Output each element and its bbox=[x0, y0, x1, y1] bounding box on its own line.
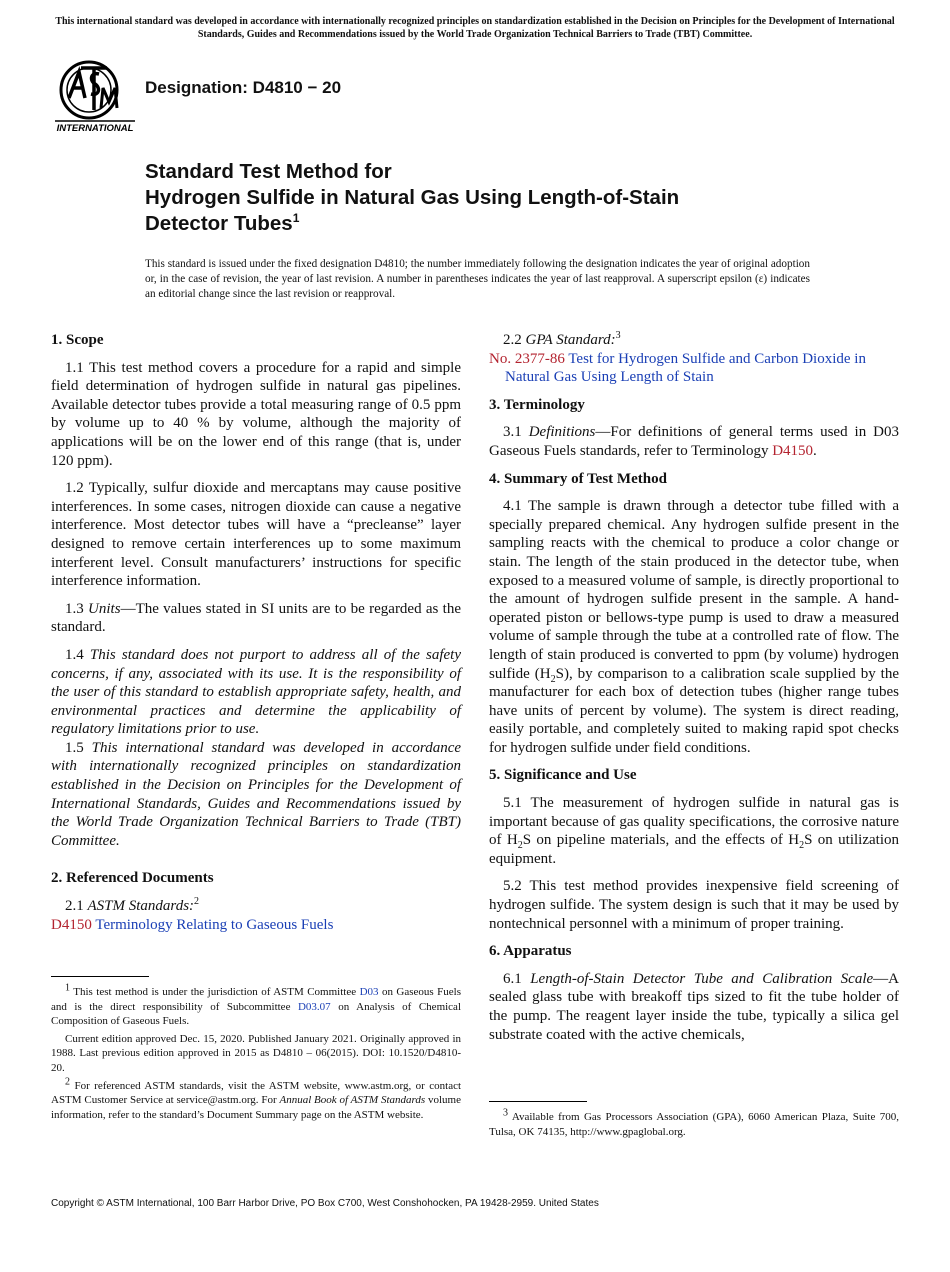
link-d03[interactable]: D03 bbox=[359, 986, 379, 998]
section-heading-scope: 1. Scope bbox=[51, 332, 104, 348]
footnote-2: $^2$ For referenced ASTM standards, visit the ASTM website, www.astm.org, or contact ASTM Customer Service at service@astm.org. For Annual Book of ASTM Standards volume information, refer to the standard’s Document Summary page on the ASTM website. bbox=[51, 1075, 462, 1121]
section-heading-summary: 4. Summary of Test Method bbox=[489, 470, 667, 487]
section-heading-apparatus: 6. Apparatus bbox=[489, 943, 572, 960]
paragraph-1-4: 1.4 This standard does not purport to address all of the safety concerns, if any, associated with its use. It is the responsibility of the user of this standard to establish appropriate safety, health, and environmental practices and determine the applicability of regulatory limitations prior to use. bbox=[51, 646, 462, 738]
copyright-line: Copyright © ASTM International, 100 Barr Harbor Drive, PO Box C700, West Conshohocken, PA 19428-2959. United States bbox=[51, 1198, 599, 1209]
paragraph-5-2: 5.2 This test method provides inexpensive field screening of hydrogen sulfide. The system design is such that it may be used by nontechnical personnel with a minimum of proper training. bbox=[489, 878, 899, 932]
footnotes-left bbox=[51, 976, 461, 1125]
footnote-divider bbox=[51, 976, 149, 977]
paragraph-6-1: 6.1 Length-of-Stain Detector Tube and Calibration Scale—A sealed glass tube with breakoff tips sized to fit the tube holder of the pump. The reagent layer inside the tube, typically a silica gel substrate coated with the active chemicals, bbox=[489, 970, 899, 1043]
top-note: This international standard was developed in accordance with internationally recognized principles on standardization established in the Decision on Principles for the Development of International Standards, Guides and Recommendations issued by the World Trade Organization Technical Barriers to Trade (TBT) Committee. bbox=[55, 16, 895, 40]
right-column bbox=[489, 331, 899, 1053]
footnote-3: $^3$ Available from Gas Processors Association (GPA), 6060 American Plaza, Suite 700, Tulsa, OK 74135, http://www.gpaglobal.org. bbox=[489, 1107, 899, 1138]
designation: Designation: D4810 − 20 bbox=[145, 78, 342, 97]
paragraph-3-1: 3.1 Definitions—For definitions of general terms used in D03 Gaseous Fuels standards, refer to Terminology D4150. bbox=[489, 424, 899, 459]
paragraph-5-1: 5.1 The measurement of hydrogen sulfide in natural gas is important because of gas quality specifications, the corrosive nature of $H_2S$ on pipeline materials, and the effects of $H_2S$ on utilization equipment. bbox=[489, 795, 899, 867]
section-heading-significance: 5. Significance and Use bbox=[489, 767, 637, 784]
reference-d4150[interactable]: D4150 Terminology Relating to Gaseous Fuels bbox=[51, 916, 334, 933]
left-column bbox=[51, 331, 461, 934]
link-d03-07[interactable]: D03.07 bbox=[297, 1000, 331, 1013]
footnotes-right bbox=[489, 1101, 899, 1142]
paragraph-4-1: 4.1 The sample is drawn through a detector tube filled with a specially prepared chemical. Any hydrogen sulfide present in the sampling reacts with the chemical to produce a color change or stain. The length of the stain produced in the detector tube, when exposed to a measured volume of sample, is directly proportional to the amount of hydrogen sulfide present in the sample. A hand-operated piston or bellows-type pump is used to draw a measured volume of sample through the tube at a controlled rate of flow. The length of stain produced is converted to ppm (by volume) hydrogen sulfide $(H_2S)$, by comparison to a calibration scale supplied by the manufacturer for each box of detection tubes (higher range tubes have units of percent by volume). The system is direct reading, easily portable, and completely suited to making rapid spot checks for hydrogen sulfide under field conditions. bbox=[489, 498, 899, 756]
section-heading-referenced-documents: 2. Referenced Documents bbox=[51, 870, 214, 887]
svg-text:INTERNATIONAL: INTERNATIONAL bbox=[56, 123, 134, 134]
footnote-1-edition: Current edition approved Dec. 15, 2020. Published January 2021. Originally approved in 1988. Last previous edition approved in 2015 as D4810 – 06(2015). DOI: 10.1520/D4810-20. bbox=[51, 1032, 461, 1074]
paragraph-1-5: 1.5 This international standard was developed in accordance with internationally recognized principles on standardization established in the Decision on Principles for the Development of International Standards, Guides and Recommendations issued by the World Trade Organization Technical Barriers to Trade (TBT) Committee. bbox=[51, 739, 462, 849]
title-line-2: Hydrogen Sulfide in Natural Gas Using Length-of-Stain bbox=[145, 186, 680, 209]
paragraph-1-2: 1.2 Typically, sulfur dioxide and mercaptans may cause positive interferences. In some cases, nitrogen dioxide can cause a negative interference. Most detector tubes will have a “precleanse” layer designed to remove certain interferences up to some maximum interferent level. Consult manufacturers’ instructions for specific interference information. bbox=[51, 480, 461, 590]
paragraph-1-1: 1.1 This test method covers a procedure for a rapid and simple field determination of hydrogen sulfide in natural gas pipelines. Available detector tubes provide a total measuring range of 0.5 ppm by volume up to 40 % by volume, although the majority of applications will be on the lower end of this range (that is, under 120 ppm). bbox=[51, 359, 461, 469]
paragraph-1-3: 1.3 Units—The values stated in SI units are to be regarded as the standard. bbox=[51, 600, 461, 636]
footnote-divider bbox=[489, 1101, 587, 1102]
link-d4150[interactable]: D4150 bbox=[772, 442, 814, 459]
astm-logo bbox=[55, 58, 135, 134]
title-line-3: Detector Tubes bbox=[145, 212, 293, 235]
title-line-1: Standard Test Method for bbox=[145, 160, 392, 183]
paragraph-2-1: 2.1 ASTM Standards:$^2$ bbox=[65, 896, 200, 915]
section-heading-terminology: 3. Terminology bbox=[489, 396, 585, 413]
reference-gpa-2377[interactable]: No. 2377-86 Test for Hydrogen Sulfide and Carbon Dioxide in Natural Gas Using Length of Stain bbox=[489, 350, 866, 386]
title-footnote-mark: 1 bbox=[292, 211, 300, 226]
document-title bbox=[145, 159, 679, 237]
issuance-note: This standard is issued under the fixed designation D4810; the number immediately following the designation indicates the year of original adoption or, in the case of revision, the year of last revision. A number in parentheses indicates the year of last reapproval. A superscript epsilon (ε) indicates an editorial change since the last revision or reapproval. bbox=[145, 258, 810, 300]
footnote-1: $^1$ This test method is under the jurisdiction of ASTM Committee D03 on Gaseous Fuels and is the direct responsibility of Subcommittee D03.07 on Analysis of Chemical Composition of Gaseous Fuels. bbox=[51, 982, 461, 1028]
paragraph-2-2: 2.2 GPA Standard:$^3$ bbox=[503, 330, 621, 348]
